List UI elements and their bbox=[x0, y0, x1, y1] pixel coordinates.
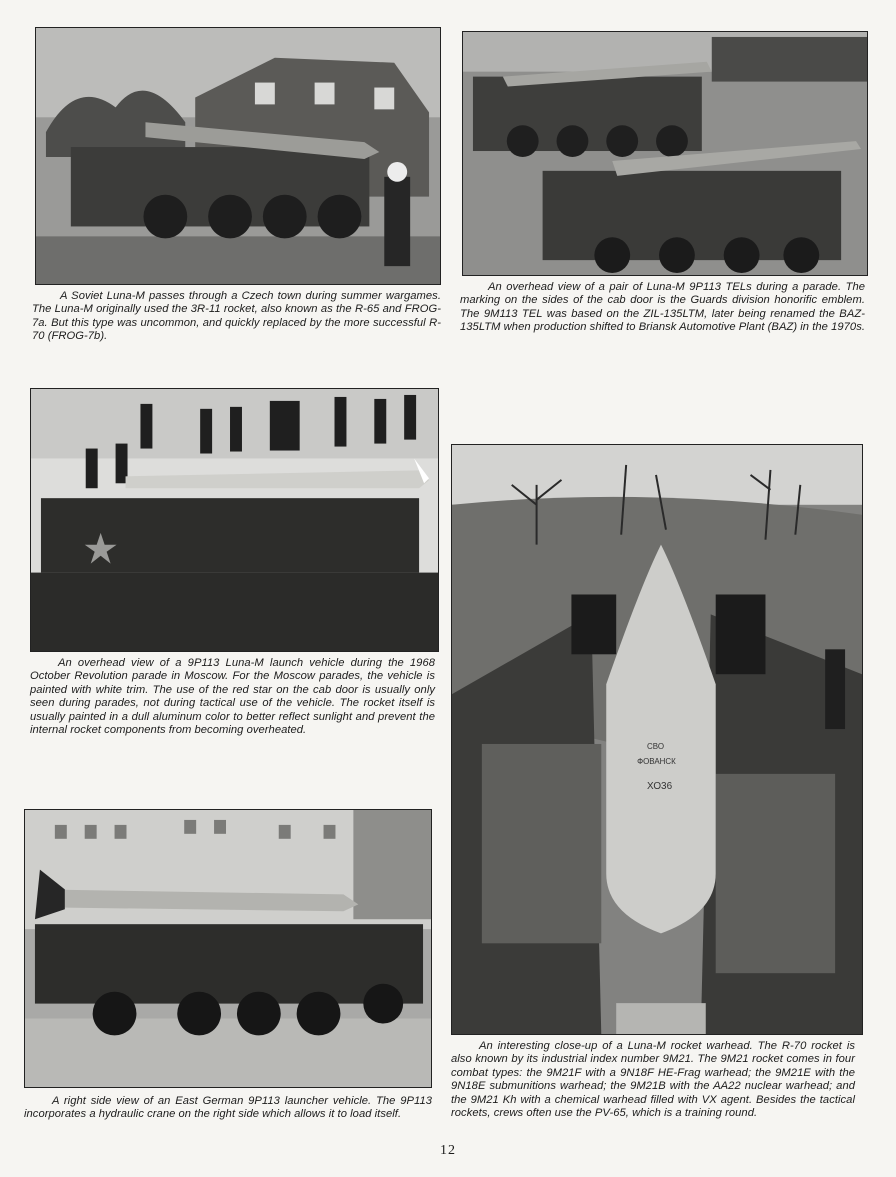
caption-1968-parade: An overhead view of a 9P113 Luna-M launch vehicle during the 1968 October Revolution parade in Moscow. For the Moscow parades, the vehicle is painted with white trim. The use of the red star on the cab door is usually only seen during parades, not during tactical use of the vehicle. The rocket itself is usually painted in a dull aluminum color to better reflect sunlight and prevent the internal rocket components from becoming overheated. bbox=[30, 657, 435, 737]
caption-czech-town: A Soviet Luna-M passes through a Czech town during summer wargames. The Luna-M originally used the 3R-11 rocket, also known as the R-65 and FROG-7a. But this type was uncommon, and quickly replaced by the more successful R-70 (FROG-7b). bbox=[32, 290, 441, 343]
caption-east-german-launcher: A right side view of an East German 9P113 launcher vehicle. The 9P113 incorporates a hydraulic crane on the right side which allows it to load itself. bbox=[24, 1095, 432, 1121]
photo-warhead-closeup bbox=[451, 444, 863, 1035]
photo-2-image bbox=[463, 32, 867, 275]
photo-5-image bbox=[25, 810, 431, 1087]
photo-1968-october-parade bbox=[30, 388, 439, 652]
photo-4-image bbox=[452, 445, 862, 1034]
photo-1-image bbox=[36, 28, 440, 284]
svg-text:ФОВАНСК: ФОВАНСК bbox=[637, 756, 676, 766]
photo-pair-of-tels-parade bbox=[462, 31, 868, 276]
caption-warhead-closeup: An interesting close-up of a Luna-M rocket warhead. The R-70 rocket is also known by its industrial index number 9M21. The 9M21 rocket comes in four combat types: the 9M21F with a 9N18F HE-Frag warhead; the 9M21E with the 9N18E submunitions warhead; the 9M21B with the AA22 nuclear warhead; and the 9M21 Kh with a chemical warhead filled with VX agent. Besides the tactical rockets, crews often use the PV-65, which is a training round. bbox=[451, 1040, 855, 1120]
caption-pair-of-tels: An overhead view of a pair of Luna-M 9P113 TELs during a parade. The marking on the sides of the cab door is the Guards division honorific emblem. The 9M113 TEL was based on the ZIL-135LTM, later being renamed the BAZ-135LTM when production shifted to Briansk Automotive Plant (BAZ) in the 1970s. bbox=[460, 281, 865, 334]
photo-east-german-launcher bbox=[24, 809, 432, 1088]
svg-text:ХО36: ХО36 bbox=[647, 780, 673, 792]
page-number: 12 bbox=[440, 1143, 456, 1158]
photo-3-image bbox=[31, 389, 438, 651]
svg-text:СВО: СВО bbox=[647, 741, 665, 751]
photo-luna-m-czech-town bbox=[35, 27, 441, 285]
